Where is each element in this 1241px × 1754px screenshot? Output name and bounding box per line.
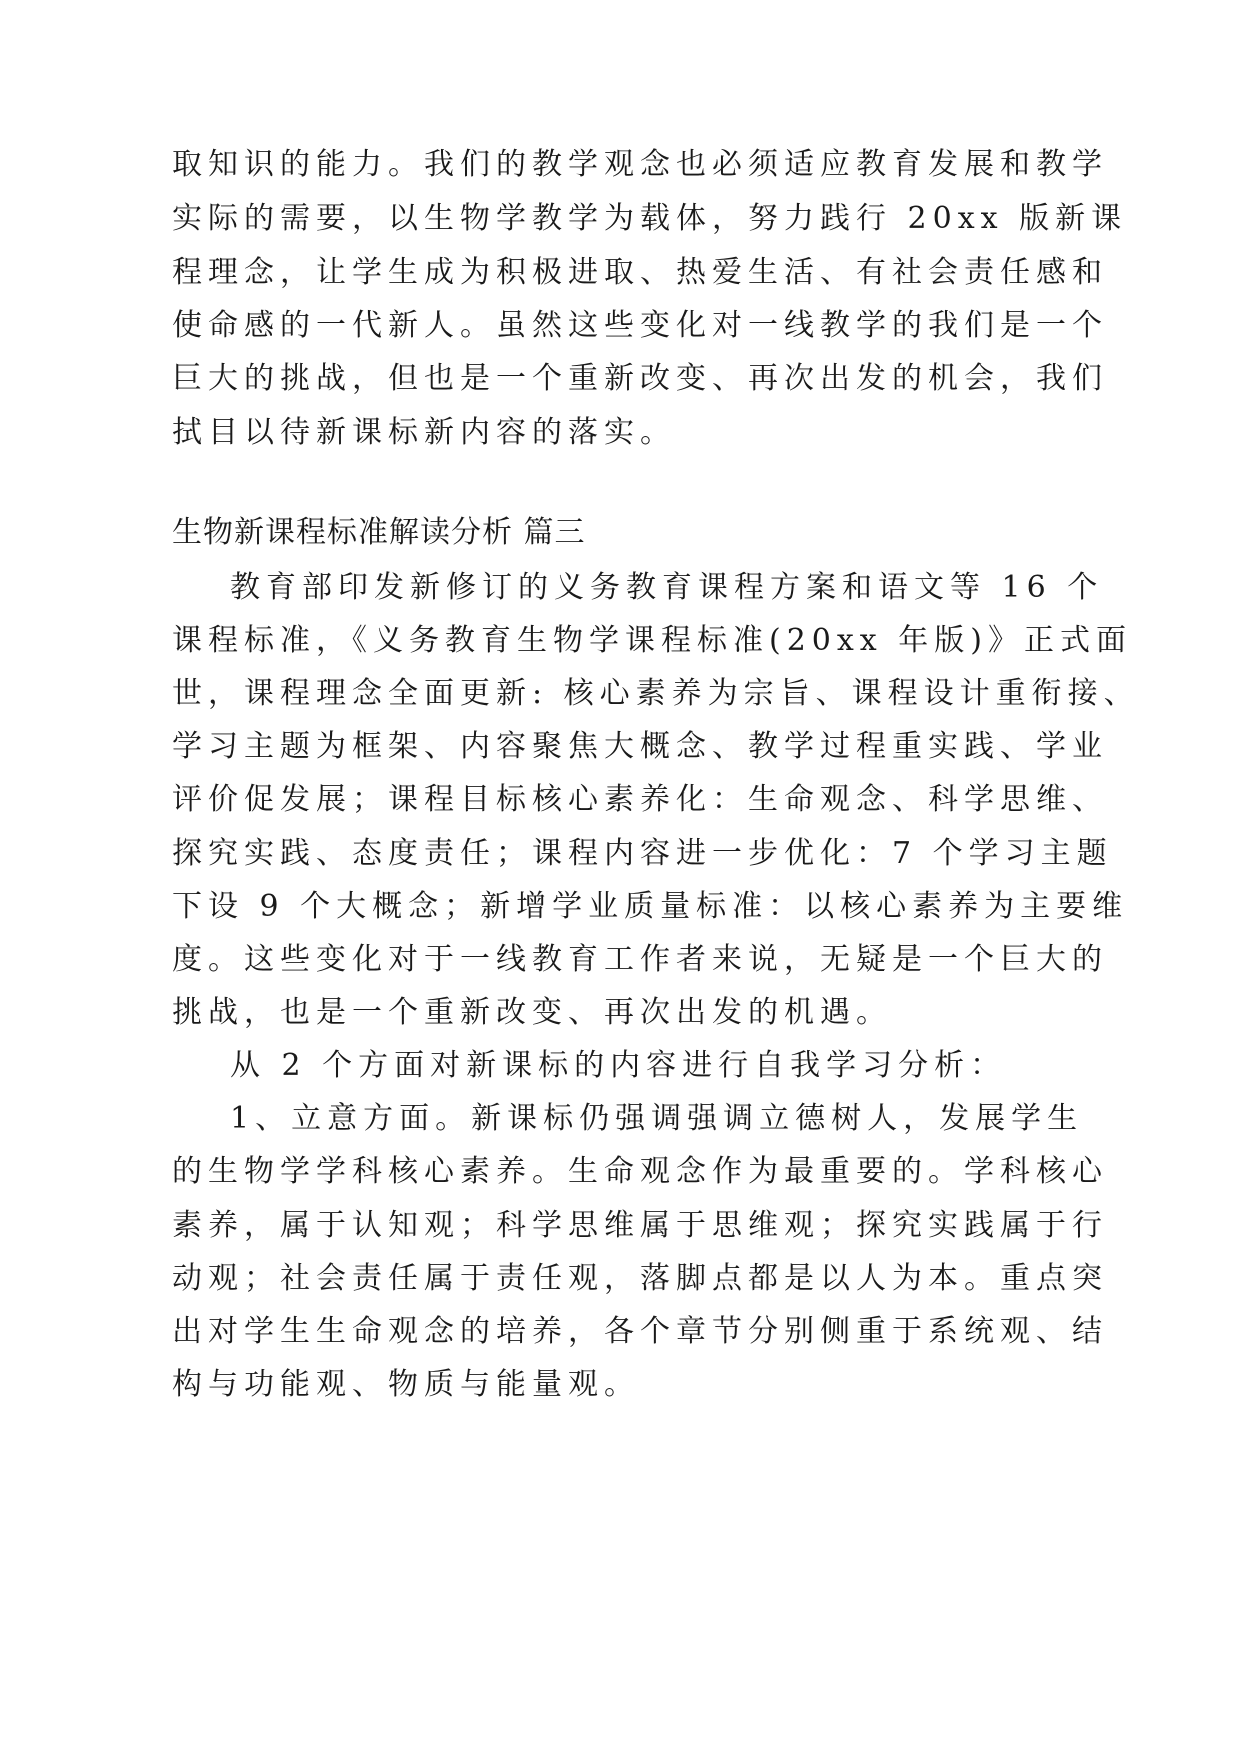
- text-line: 挑战，也是一个重新改变、再次出发的机遇。: [172, 995, 892, 1030]
- text-line: 的生物学学科核心素养。生命观念作为最重要的。学科核心: [172, 1154, 1108, 1189]
- text-line: 实际的需要，以生物学教学为载体，努力践行 20xx 版新课: [172, 201, 1128, 236]
- text-line: 课程标准，《义务教育生物学课程标准(20xx 年版)》正式面: [172, 623, 1132, 658]
- text-line: 使命感的一代新人。虽然这些变化对一线教学的我们是一个: [172, 308, 1108, 343]
- text-line: 巨大的挑战，但也是一个重新改变、再次出发的机会，我们: [172, 361, 1108, 396]
- text-line: 世，课程理念全面更新: 核心素养为宗旨、课程设计重衔接、: [172, 676, 1140, 711]
- text-line: 学习主题为框架、内容聚焦大概念、教学过程重实践、学业: [172, 729, 1108, 764]
- text-line: 度。这些变化对于一线教育工作者来说，无疑是一个巨大的: [172, 942, 1108, 977]
- text-line: 动观；社会责任属于责任观，落脚点都是以人为本。重点突: [172, 1261, 1108, 1296]
- text-line: 素养，属于认知观；科学思维属于思维观；探究实践属于行: [172, 1208, 1108, 1243]
- text-line: 下设 9 个大概念；新增学业质量标准：以核心素养为主要维: [172, 889, 1129, 924]
- text-line: 拭目以待新课标新内容的落实。: [172, 415, 676, 450]
- text-line: 程理念，让学生成为积极进取、热爱生活、有社会责任感和: [172, 255, 1108, 290]
- text-line: 出对学生生命观念的培养，各个章节分别侧重于系统观、结: [172, 1314, 1108, 1349]
- text-line: 评价促发展；课程目标核心素养化：生命观念、科学思维、: [172, 782, 1108, 817]
- text-line: 探究实践、态度责任；课程内容进一步优化：7 个学习主题: [172, 836, 1113, 871]
- text-line: 取知识的能力。我们的教学观念也必须适应教育发展和教学: [172, 147, 1108, 182]
- text-line: 从 2 个方面对新课标的内容进行自我学习分析：: [230, 1048, 1007, 1083]
- section-heading: 生物新课程标准解读分析 篇三: [172, 515, 586, 550]
- text-line: 构与功能观、物质与能量观。: [172, 1367, 640, 1402]
- text-line: 教育部印发新修订的义务教育课程方案和语文等 16 个: [230, 570, 1104, 605]
- text-line: 1、立意方面。新课标仍强调强调立德树人，发展学生: [230, 1101, 1084, 1136]
